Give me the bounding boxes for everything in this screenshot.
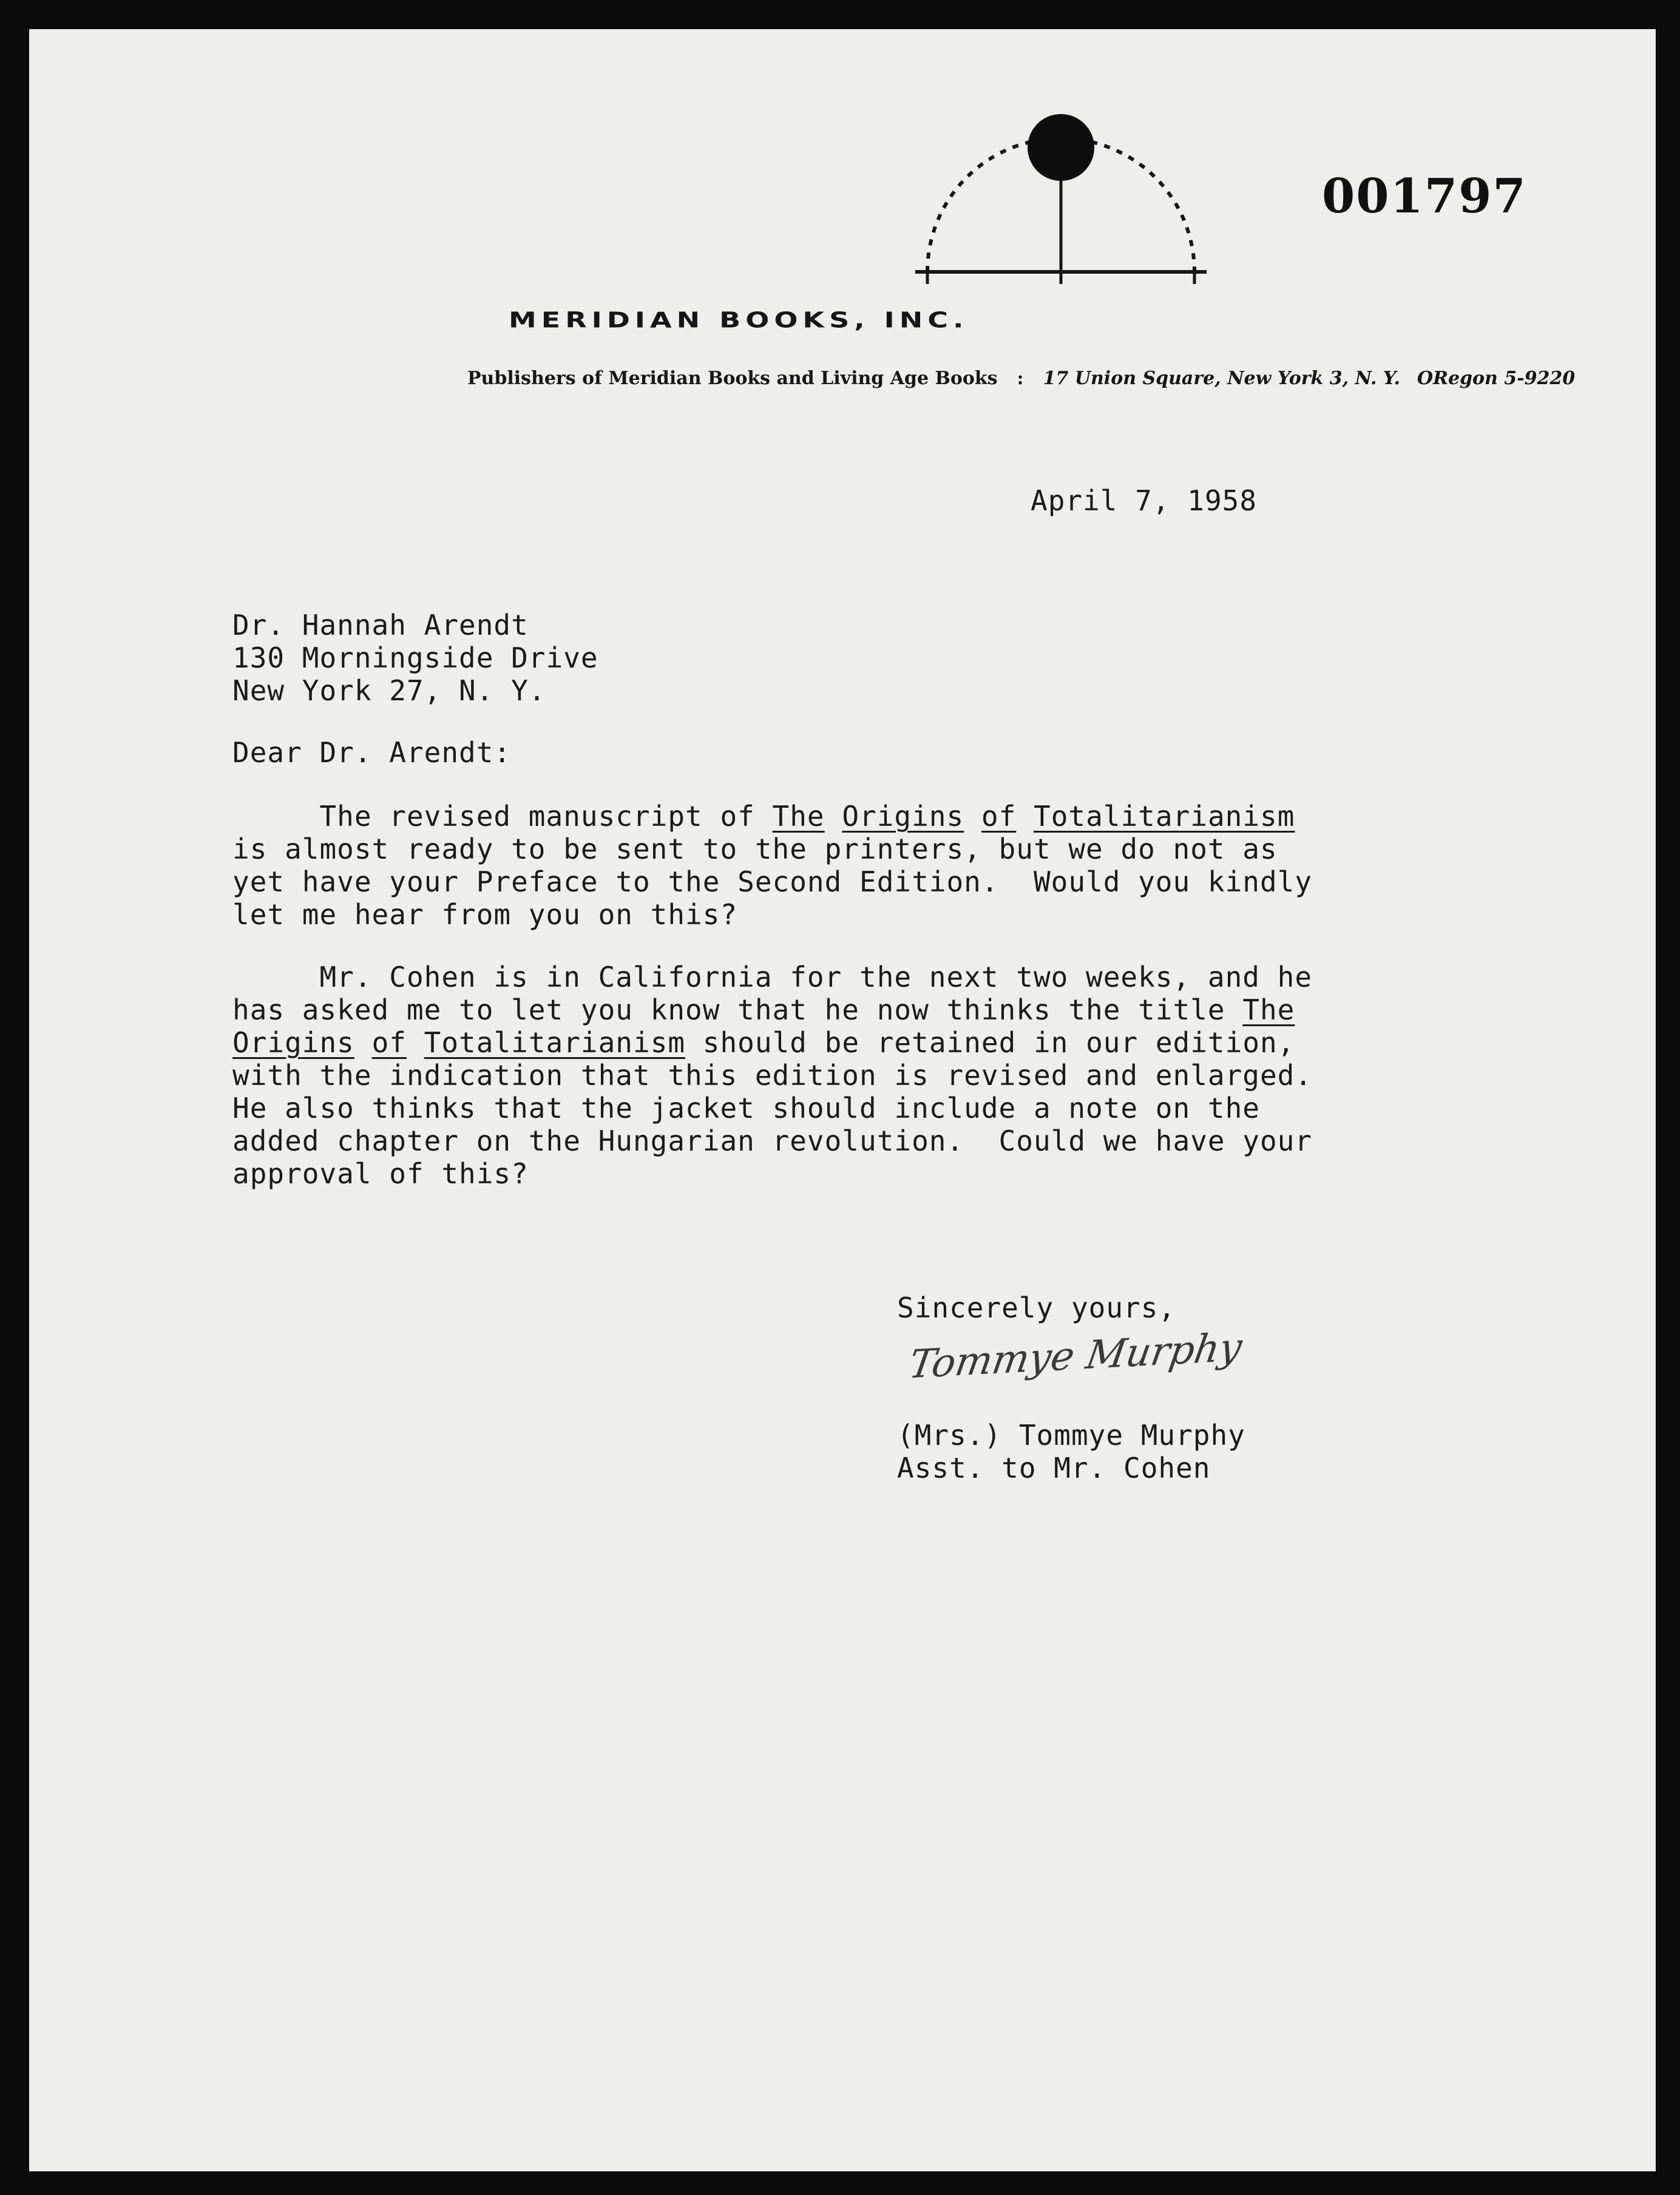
book-title-word: of: [981, 800, 1017, 833]
document-number: 001797: [1322, 169, 1527, 224]
letter-page: [29, 29, 1656, 2171]
paragraph-2-line: added chapter on the Hungarian revolution. Could we have your: [232, 1125, 1313, 1157]
handwritten-signature: Tommye Murphy: [906, 1325, 1245, 1388]
recipient-name: Dr. Hannah Arendt: [232, 609, 529, 641]
signer-name: (Mrs.) Tommye Murphy: [897, 1419, 1245, 1452]
book-title-word: of: [371, 1026, 407, 1059]
letterhead-tagline: [467, 368, 1575, 389]
paragraph-1-line: [232, 800, 1312, 833]
company-name: MERIDIAN BOOKS, INC.: [509, 307, 969, 333]
book-title-word: The: [1242, 993, 1295, 1026]
paragraph-2-line: He also thinks that the jacket should include a note on the: [232, 1092, 1260, 1125]
paragraph-2-line: Mr. Cohen is in California for the next two weeks, and he: [232, 961, 1313, 993]
book-title-word: The: [772, 800, 825, 833]
tagline-separator: :: [1017, 368, 1024, 389]
paragraph-2-line: approval of this?: [232, 1157, 529, 1190]
meridian-globe-icon: [903, 90, 1219, 302]
paragraph-2-line: [232, 1026, 1312, 1059]
text-run: should be retained in our edition,: [685, 1026, 1295, 1059]
paragraph-1-line: yet have your Preface to the Second Edition. Would you kindly: [232, 865, 1313, 898]
book-title-word: Totalitarianism: [424, 1026, 686, 1059]
text-run: The revised manuscript of: [232, 800, 773, 833]
paragraph-1-line: is almost ready to be sent to the printers, but we do not as: [232, 833, 1278, 865]
paragraph-2-line: [232, 993, 1312, 1026]
text-run: has asked me to let you know that he now thinks the title: [232, 993, 1243, 1026]
book-title-word: Origins: [232, 1026, 354, 1059]
paragraph-1: [232, 800, 1312, 931]
book-title-word: Totalitarianism: [1034, 800, 1295, 833]
salutation: Dear Dr. Arendt:: [232, 736, 512, 769]
publisher-line: Publishers of Meridian Books and Living Age Books: [467, 368, 998, 389]
paragraph-2-line: with the indication that this edition is revised and enlarged.: [232, 1059, 1313, 1092]
signer-title: Asst. to Mr. Cohen: [897, 1452, 1211, 1484]
closing: Sincerely yours,: [897, 1291, 1176, 1324]
signer-block: [897, 1419, 1245, 1484]
recipient-city: New York 27, N. Y.: [232, 674, 546, 707]
company-phone: ORegon 5-9220: [1417, 368, 1576, 389]
recipient-address: [232, 609, 598, 707]
book-title-word: Origins: [842, 800, 964, 833]
letter-date: April 7, 1958: [1031, 484, 1258, 517]
company-address: 17 Union Square, New York 3, N. Y.: [1043, 368, 1400, 389]
paragraph-1-line: let me hear from you on this?: [232, 898, 738, 931]
recipient-street: 130 Morningside Drive: [232, 641, 598, 674]
paragraph-2: [232, 961, 1312, 1190]
